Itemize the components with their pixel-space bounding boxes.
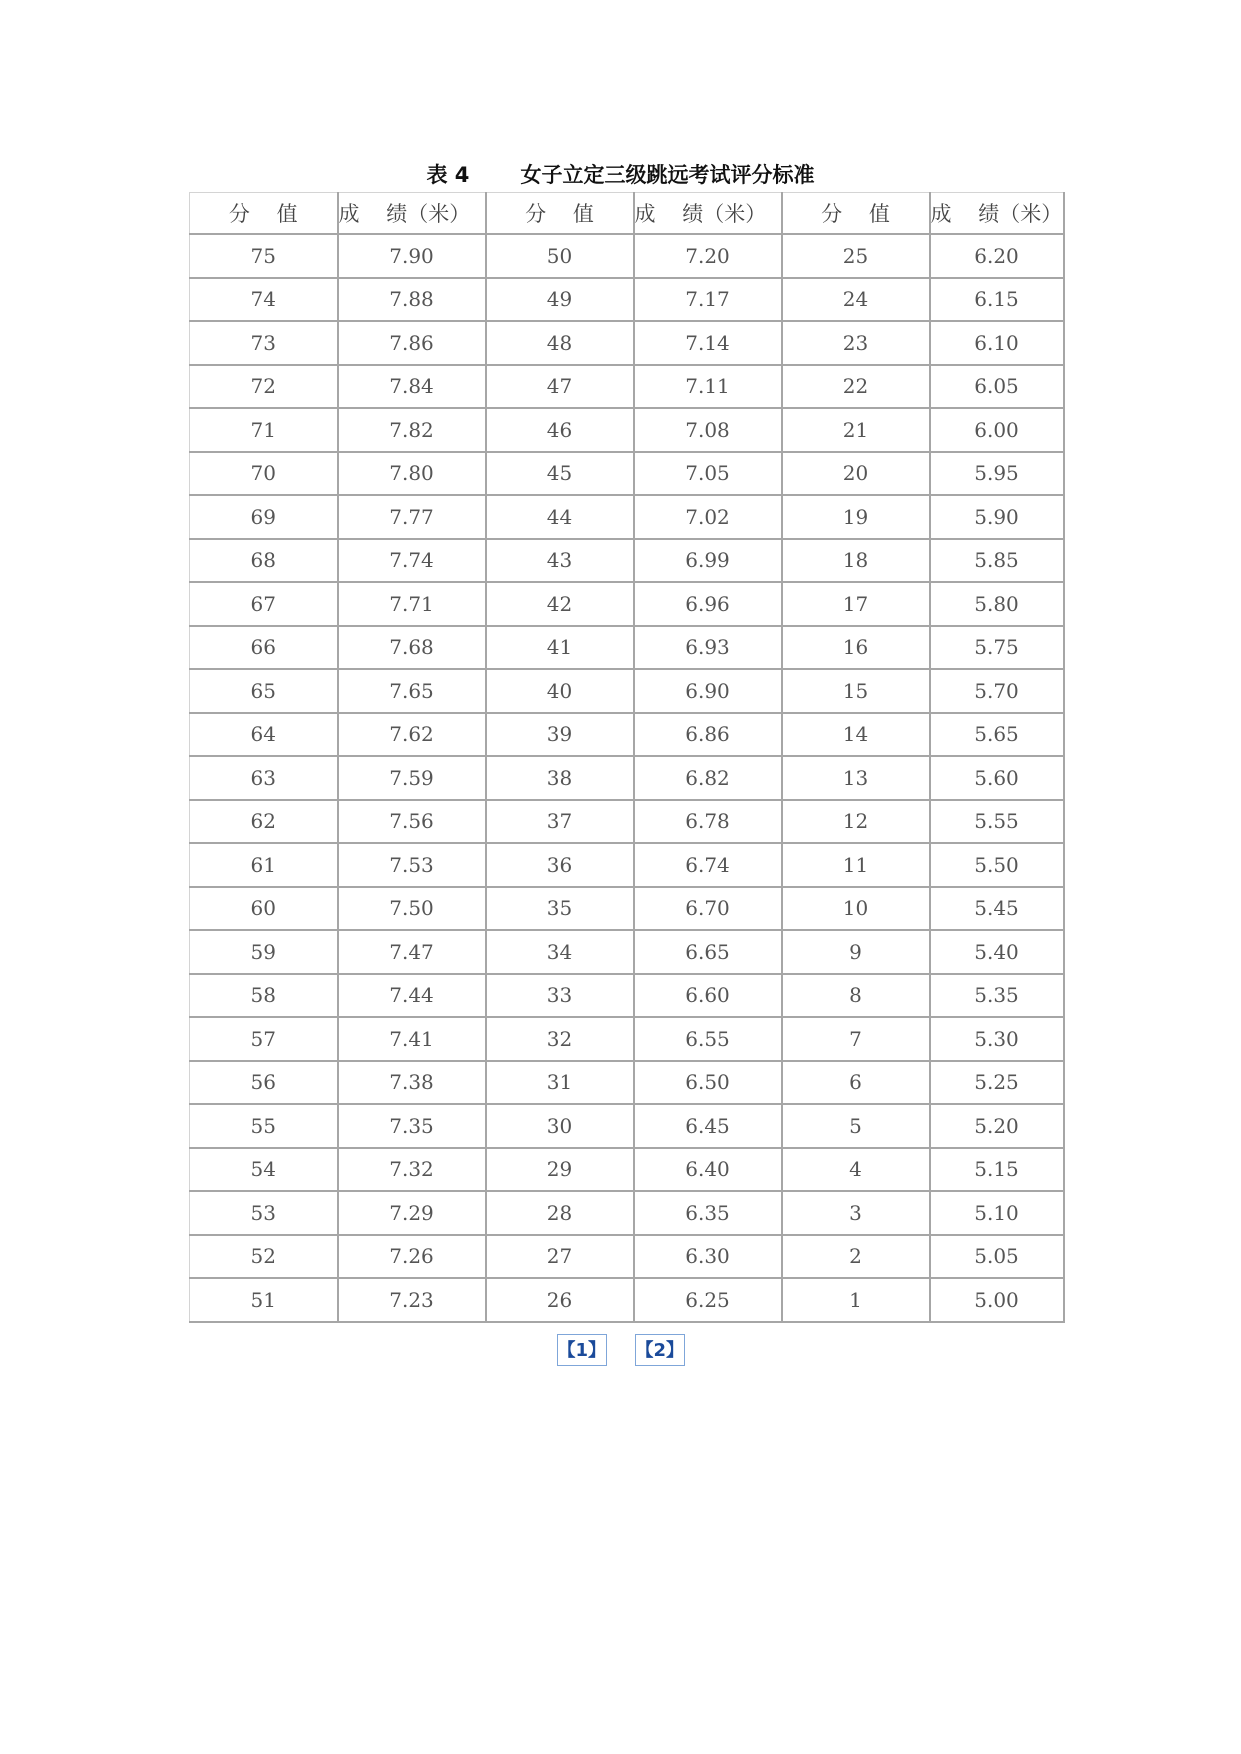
cell-score: 35 xyxy=(486,887,634,931)
cell-score: 15 xyxy=(782,669,930,713)
cell-result: 6.30 xyxy=(634,1235,782,1279)
table-row xyxy=(190,321,1064,365)
cell-score: 47 xyxy=(486,365,634,409)
cell-result: 5.30 xyxy=(930,1017,1064,1061)
cell-result: 6.15 xyxy=(930,278,1064,322)
pagination xyxy=(0,1334,1241,1366)
cell-result: 6.65 xyxy=(634,930,782,974)
cell-result: 7.29 xyxy=(338,1191,486,1235)
cell-score: 73 xyxy=(190,321,338,365)
header-score-2: 分 值 xyxy=(486,193,634,235)
cell-score: 68 xyxy=(190,539,338,583)
cell-score: 53 xyxy=(190,1191,338,1235)
table-row xyxy=(190,1148,1064,1192)
cell-result: 7.23 xyxy=(338,1278,486,1322)
cell-result: 5.40 xyxy=(930,930,1064,974)
cell-score: 30 xyxy=(486,1104,634,1148)
cell-result: 5.75 xyxy=(930,626,1064,670)
cell-result: 5.55 xyxy=(930,800,1064,844)
cell-score: 4 xyxy=(782,1148,930,1192)
cell-score: 6 xyxy=(782,1061,930,1105)
cell-score: 18 xyxy=(782,539,930,583)
cell-result: 7.82 xyxy=(338,408,486,452)
cell-score: 38 xyxy=(486,756,634,800)
cell-score: 74 xyxy=(190,278,338,322)
table-row xyxy=(190,887,1064,931)
cell-score: 57 xyxy=(190,1017,338,1061)
table-row xyxy=(190,1061,1064,1105)
cell-result: 7.47 xyxy=(338,930,486,974)
cell-result: 7.44 xyxy=(338,974,486,1018)
cell-result: 6.00 xyxy=(930,408,1064,452)
cell-result: 5.95 xyxy=(930,452,1064,496)
cell-result: 7.26 xyxy=(338,1235,486,1279)
cell-result: 7.53 xyxy=(338,843,486,887)
cell-result: 7.14 xyxy=(634,321,782,365)
cell-result: 6.10 xyxy=(930,321,1064,365)
cell-score: 25 xyxy=(782,234,930,278)
cell-result: 5.05 xyxy=(930,1235,1064,1279)
cell-score: 52 xyxy=(190,1235,338,1279)
cell-score: 71 xyxy=(190,408,338,452)
table-row xyxy=(190,800,1064,844)
cell-result: 7.35 xyxy=(338,1104,486,1148)
cell-result: 6.40 xyxy=(634,1148,782,1192)
header-score-3: 分 值 xyxy=(782,193,930,235)
cell-result: 7.32 xyxy=(338,1148,486,1192)
cell-result: 5.90 xyxy=(930,495,1064,539)
cell-result: 6.25 xyxy=(634,1278,782,1322)
cell-score: 16 xyxy=(782,626,930,670)
table-row xyxy=(190,452,1064,496)
cell-score: 60 xyxy=(190,887,338,931)
table-row xyxy=(190,582,1064,626)
cell-result: 5.80 xyxy=(930,582,1064,626)
cell-score: 33 xyxy=(486,974,634,1018)
cell-score: 1 xyxy=(782,1278,930,1322)
cell-result: 7.65 xyxy=(338,669,486,713)
cell-score: 41 xyxy=(486,626,634,670)
table-row xyxy=(190,756,1064,800)
cell-score: 55 xyxy=(190,1104,338,1148)
cell-result: 6.60 xyxy=(634,974,782,1018)
cell-score: 29 xyxy=(486,1148,634,1192)
cell-result: 7.41 xyxy=(338,1017,486,1061)
cell-score: 28 xyxy=(486,1191,634,1235)
cell-score: 42 xyxy=(486,582,634,626)
cell-result: 6.05 xyxy=(930,365,1064,409)
cell-score: 8 xyxy=(782,974,930,1018)
cell-result: 7.59 xyxy=(338,756,486,800)
cell-score: 22 xyxy=(782,365,930,409)
table-row xyxy=(190,1235,1064,1279)
cell-result: 6.74 xyxy=(634,843,782,887)
cell-score: 48 xyxy=(486,321,634,365)
cell-result: 6.35 xyxy=(634,1191,782,1235)
cell-result: 7.05 xyxy=(634,452,782,496)
cell-result: 7.88 xyxy=(338,278,486,322)
cell-score: 43 xyxy=(486,539,634,583)
cell-result: 7.90 xyxy=(338,234,486,278)
table-row xyxy=(190,974,1064,1018)
cell-score: 26 xyxy=(486,1278,634,1322)
cell-score: 49 xyxy=(486,278,634,322)
cell-result: 7.56 xyxy=(338,800,486,844)
cell-score: 72 xyxy=(190,365,338,409)
table-row xyxy=(190,930,1064,974)
cell-result: 6.86 xyxy=(634,713,782,757)
cell-result: 5.45 xyxy=(930,887,1064,931)
cell-result: 7.08 xyxy=(634,408,782,452)
score-table xyxy=(189,192,1065,1323)
cell-result: 5.85 xyxy=(930,539,1064,583)
cell-score: 3 xyxy=(782,1191,930,1235)
cell-result: 7.77 xyxy=(338,495,486,539)
cell-result: 5.60 xyxy=(930,756,1064,800)
cell-score: 12 xyxy=(782,800,930,844)
page-link-1[interactable]: 【1】 xyxy=(557,1334,607,1366)
cell-result: 5.65 xyxy=(930,713,1064,757)
cell-score: 70 xyxy=(190,452,338,496)
cell-score: 39 xyxy=(486,713,634,757)
table-body xyxy=(190,234,1064,1322)
cell-score: 61 xyxy=(190,843,338,887)
cell-score: 44 xyxy=(486,495,634,539)
cell-score: 45 xyxy=(486,452,634,496)
cell-score: 10 xyxy=(782,887,930,931)
cell-result: 5.10 xyxy=(930,1191,1064,1235)
cell-score: 67 xyxy=(190,582,338,626)
cell-score: 59 xyxy=(190,930,338,974)
header-result-3: 成 绩（米） xyxy=(930,193,1064,235)
cell-score: 46 xyxy=(486,408,634,452)
cell-result: 6.90 xyxy=(634,669,782,713)
table-row xyxy=(190,234,1064,278)
cell-score: 13 xyxy=(782,756,930,800)
table-row xyxy=(190,1104,1064,1148)
cell-score: 14 xyxy=(782,713,930,757)
table-row xyxy=(190,365,1064,409)
cell-result: 6.82 xyxy=(634,756,782,800)
cell-result: 5.50 xyxy=(930,843,1064,887)
cell-score: 23 xyxy=(782,321,930,365)
cell-result: 7.74 xyxy=(338,539,486,583)
table-row xyxy=(190,1017,1064,1061)
cell-score: 31 xyxy=(486,1061,634,1105)
cell-score: 7 xyxy=(782,1017,930,1061)
cell-result: 7.84 xyxy=(338,365,486,409)
table-row xyxy=(190,626,1064,670)
cell-score: 17 xyxy=(782,582,930,626)
table-header-row xyxy=(190,193,1064,235)
cell-score: 24 xyxy=(782,278,930,322)
table-row xyxy=(190,1191,1064,1235)
cell-score: 36 xyxy=(486,843,634,887)
header-result-1: 成 绩（米） xyxy=(338,193,486,235)
cell-result: 7.17 xyxy=(634,278,782,322)
cell-score: 19 xyxy=(782,495,930,539)
cell-result: 6.55 xyxy=(634,1017,782,1061)
cell-score: 34 xyxy=(486,930,634,974)
cell-result: 5.20 xyxy=(930,1104,1064,1148)
cell-score: 64 xyxy=(190,713,338,757)
header-score-1: 分 值 xyxy=(190,193,338,235)
table-row xyxy=(190,408,1064,452)
cell-result: 5.25 xyxy=(930,1061,1064,1105)
table-row xyxy=(190,1278,1064,1322)
cell-result: 7.62 xyxy=(338,713,486,757)
cell-score: 2 xyxy=(782,1235,930,1279)
cell-score: 66 xyxy=(190,626,338,670)
cell-result: 7.11 xyxy=(634,365,782,409)
cell-result: 6.96 xyxy=(634,582,782,626)
cell-score: 20 xyxy=(782,452,930,496)
table-row xyxy=(190,278,1064,322)
cell-result: 7.68 xyxy=(338,626,486,670)
cell-result: 6.99 xyxy=(634,539,782,583)
table-row xyxy=(190,495,1064,539)
table-row xyxy=(190,539,1064,583)
cell-score: 37 xyxy=(486,800,634,844)
cell-score: 56 xyxy=(190,1061,338,1105)
cell-score: 75 xyxy=(190,234,338,278)
cell-score: 62 xyxy=(190,800,338,844)
table-caption: 表 4 女子立定三级跳远考试评分标准 xyxy=(426,163,815,187)
header-result-2: 成 绩（米） xyxy=(634,193,782,235)
cell-result: 5.70 xyxy=(930,669,1064,713)
cell-score: 9 xyxy=(782,930,930,974)
cell-result: 6.45 xyxy=(634,1104,782,1148)
cell-score: 21 xyxy=(782,408,930,452)
cell-score: 69 xyxy=(190,495,338,539)
table-row xyxy=(190,843,1064,887)
cell-score: 27 xyxy=(486,1235,634,1279)
cell-result: 7.20 xyxy=(634,234,782,278)
cell-score: 11 xyxy=(782,843,930,887)
cell-score: 54 xyxy=(190,1148,338,1192)
cell-result: 6.93 xyxy=(634,626,782,670)
cell-result: 6.20 xyxy=(930,234,1064,278)
cell-score: 32 xyxy=(486,1017,634,1061)
page-link-2[interactable]: 【2】 xyxy=(635,1334,685,1366)
cell-result: 7.71 xyxy=(338,582,486,626)
table-row xyxy=(190,669,1064,713)
cell-result: 7.86 xyxy=(338,321,486,365)
cell-result: 7.38 xyxy=(338,1061,486,1105)
cell-result: 6.78 xyxy=(634,800,782,844)
table-row xyxy=(190,713,1064,757)
cell-score: 58 xyxy=(190,974,338,1018)
cell-score: 51 xyxy=(190,1278,338,1322)
cell-result: 5.00 xyxy=(930,1278,1064,1322)
cell-result: 6.70 xyxy=(634,887,782,931)
cell-result: 7.80 xyxy=(338,452,486,496)
cell-result: 7.50 xyxy=(338,887,486,931)
cell-score: 40 xyxy=(486,669,634,713)
cell-score: 65 xyxy=(190,669,338,713)
cell-result: 5.35 xyxy=(930,974,1064,1018)
cell-score: 50 xyxy=(486,234,634,278)
cell-score: 63 xyxy=(190,756,338,800)
cell-result: 7.02 xyxy=(634,495,782,539)
cell-score: 5 xyxy=(782,1104,930,1148)
cell-result: 6.50 xyxy=(634,1061,782,1105)
cell-result: 5.15 xyxy=(930,1148,1064,1192)
